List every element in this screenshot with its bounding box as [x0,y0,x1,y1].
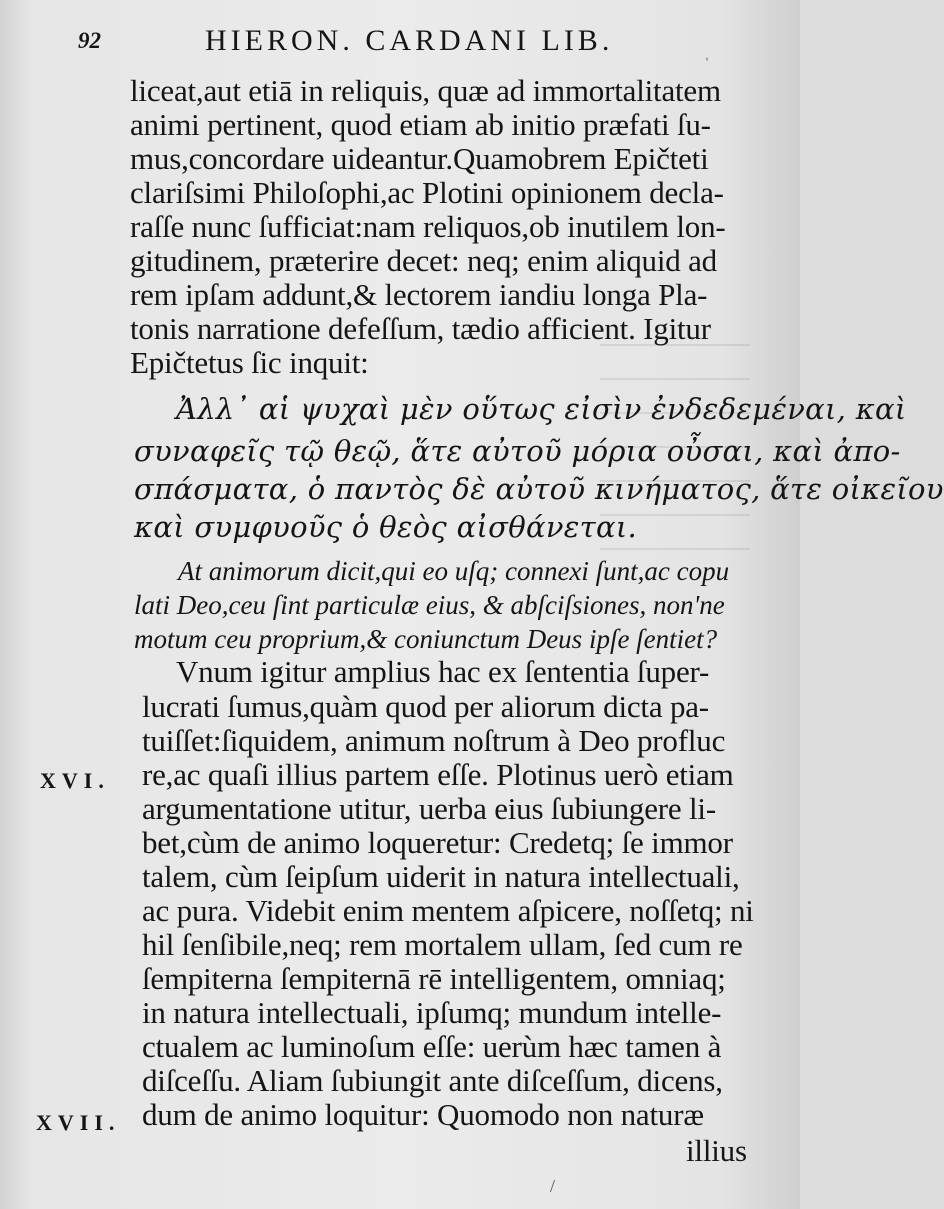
text-line: Epičtetus ſic inquit: [130,345,369,380]
text-line: clariſsimi Philoſophi,ac Plotini opinionem decla- [130,175,724,210]
greek-line: Ἀλλ᾽ αἱ ψυχαὶ μὲν οὕτως εἰσὶν ἐνδεδεμέναι, καὶ [176,392,907,426]
text-line: argumentatione utitur, uerba eius ſubiungere li- [142,791,716,826]
italic-line: lati Deo,ceu ſint particulæ eius, & abſciſsiones, non'ne [134,590,725,620]
text-line: dum de animo loquitur: Quomodo non naturæ [142,1097,704,1132]
page-number: 92 [78,28,101,53]
text-line: raſſe nunc ſufficiat:nam reliquos,ob inutilem lon- [130,209,726,244]
text-line: bet,cùm de animo loqueretur: Credetq; ſe immor [142,825,733,860]
text-line: animi pertinent, quod etiam ab initio præfati ſu- [130,107,711,142]
stray-mark: / [550,1176,556,1196]
italic-line: motum ceu proprium,& coniunctum Deus ipſe ſentiet? [134,624,718,654]
greek-line: συναφεῖς τῷ θεῷ, ἅτε αὐτοῦ μόρια οὖσαι, καὶ ἀπο- [134,434,901,468]
margin-section-number: XVII. [36,1110,121,1135]
text-line: tonis narratione defeſſum, tædio afficient. Igitur [130,311,711,346]
text-line: lucrati ſumus,quàm quod per aliorum dicta pa- [142,689,709,724]
text-line: tuiſſet:ſiquidem, animum noſtrum à Deo profluc [142,723,726,758]
text-line: re,ac quaſi illius partem eſſe. Plotinus uerò etiam [142,757,734,792]
text-line: hil ſenſibile,neq; rem mortalem ullam, ſed cum re [142,927,743,962]
text-line: talem, cùm ſeipſum uiderit in natura intellectuali, [142,859,740,894]
catchword: illius [686,1133,747,1168]
running-head: HIERON. CARDANI LIB. [205,24,614,57]
greek-line: καὶ συμφυοῦς ὁ θεὸς αἰσθάνεται. [134,510,638,544]
text-line: rem ipſam addunt,& lectorem iandiu longa Pla- [130,277,708,312]
text-line: gitudinem, præterire decet: neq; enim aliquid ad [130,243,717,278]
text-line: ctualem ac luminoſum eſſe: uerùm hæc tamen à [142,1029,722,1064]
text-line: in natura intellectuali, ipſumq; mundum intelle- [142,995,722,1030]
text-line: Vnum igitur amplius hac ex ſententia ſuper- [176,654,710,689]
greek-line: σπάσματα, ὁ παντὸς δὲ αὐτοῦ κινήματος, ἅτε οἰκεῖου [134,472,944,506]
text-line: mus,concordare uideantur.Quamobrem Epičteti [130,141,709,176]
text-line: ſempiterna ſempiternā rē intelligentem, omniaq; [142,961,726,996]
stray-mark: ˈ [704,54,710,74]
text-line: diſceſſu. Aliam ſubiungit ante diſceſſum, dicens, [142,1063,723,1098]
margin-section-number: XVI. [40,768,110,793]
text-line: liceat,aut etiā in reliquis, quæ ad immortalitatem [130,73,721,108]
italic-line: At animorum dicit,qui eo uſq; connexi ſunt,ac copu [178,556,730,586]
text-line: ac pura. Videbit enim mentem aſpicere, noſſetq; ni [142,893,754,928]
